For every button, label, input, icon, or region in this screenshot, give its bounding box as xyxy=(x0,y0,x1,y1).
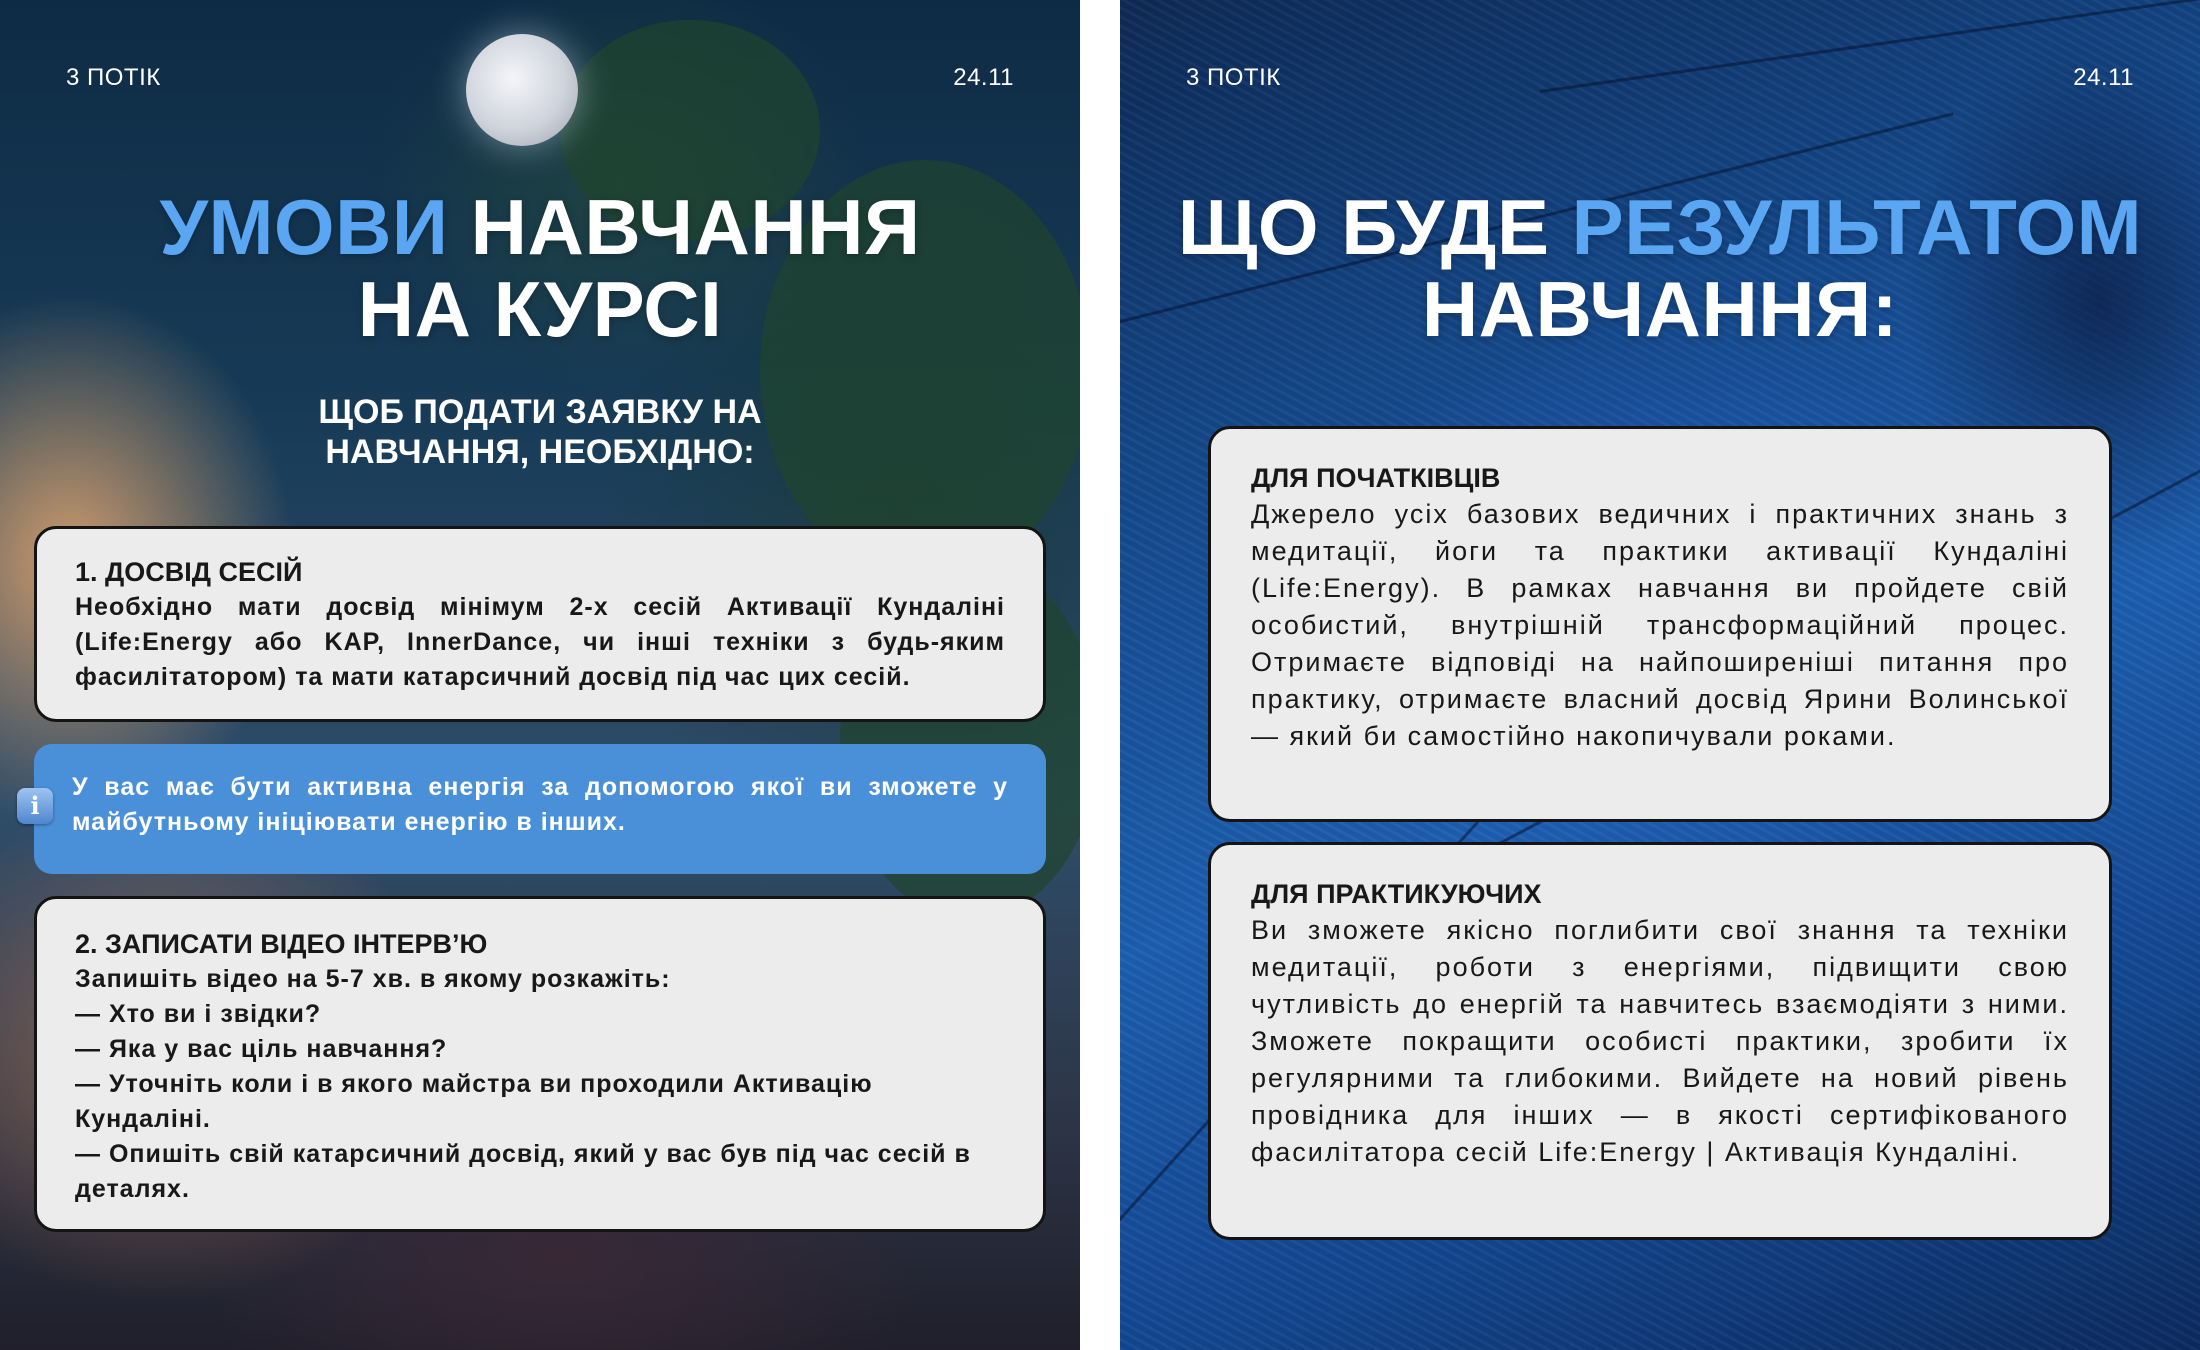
video-interview-card xyxy=(34,896,1046,1232)
practitioners-card xyxy=(1208,842,2112,1240)
date-label: 24.11 xyxy=(2073,64,2134,91)
subtitle-line2: НАВЧАННЯ, НЕОБХІДНО: xyxy=(325,433,755,471)
beginners-card xyxy=(1208,426,2112,822)
stream-label: 3 ПОТІК xyxy=(1186,64,1281,91)
card-body: Джерело усіх базових ведичних і практичних знань з медитації, йоги та практики активації Кундаліні (Life:Energy). В рамках навчання ви пройдете свій особистий, внутрішній трансформаційний процес. Отримаєте відповіді на найпоширеніші питання про практику, отримаєте власний досвід Ярини Волинської — який би самостійно накопичували роками. xyxy=(1251,499,2069,751)
card-heading: 1. ДОСВІД СЕСІЙ xyxy=(75,557,303,587)
page-title xyxy=(1120,183,2200,353)
title-line2: НА КУРСІ xyxy=(357,265,723,353)
card-heading: 2. ЗАПИСАТИ ВІДЕО ІНТЕРВ’Ю xyxy=(75,929,488,959)
list-item: — Яка у вас ціль навчання? xyxy=(75,1035,448,1063)
title-accent: УМОВИ xyxy=(159,183,449,271)
title-before: ЩО БУДЕ xyxy=(1177,183,1550,271)
title-accent: РЕЗУЛЬТАТОМ xyxy=(1571,183,2143,271)
active-energy-note xyxy=(34,744,1046,874)
slide-course-conditions xyxy=(0,0,1080,1350)
list-item: Запишіть відео на 5-7 хв. в якому розкажіть: xyxy=(75,965,671,993)
title-rest: НАВЧАННЯ xyxy=(470,183,921,271)
moon-image xyxy=(466,34,578,146)
card-body: Необхідно мати досвід мінімум 2-х сесій Активації Кундаліні (Life:Energy або KAP, InnerDance, чи інші техніки з будь-яким фасилітатором) та мати катарсичний досвід під час цих сесій. xyxy=(75,593,1005,691)
list-item: — Хто ви і звідки? xyxy=(75,1000,322,1028)
title-line2: НАВЧАННЯ: xyxy=(1421,265,1899,353)
card-heading: ДЛЯ ПРАКТИКУЮЧИХ xyxy=(1251,879,1542,909)
date-label: 24.11 xyxy=(953,64,1014,91)
session-experience-card xyxy=(34,526,1046,722)
info-icon: i xyxy=(17,788,53,824)
list-item: — Опишіть свій катарсичний досвід, який у вас був під час сесій в деталях. xyxy=(75,1140,971,1203)
page-title xyxy=(0,183,1080,353)
list-item: — Уточніть коли і в якого майстра ви проходили Активацію Кундаліні. xyxy=(75,1070,873,1133)
page-subtitle xyxy=(0,392,1080,472)
stream-label: 3 ПОТІК xyxy=(66,64,161,91)
note-body: У вас має бути активна енергія за допомогою якої ви зможете у майбутньому ініціювати енергію в інших. xyxy=(72,773,1008,836)
card-heading: ДЛЯ ПОЧАТКІВЦІВ xyxy=(1251,463,1501,493)
slide-course-results xyxy=(1120,0,2200,1350)
card-body: Ви зможете якісно поглибити свої знання та техніки медитації, роботи з енергіями, підвищити свою чутливість до енергій та навчитесь взаємодіяти з ними. Зможете покращити особисті практики, зробити їх регулярними та глибокими. Вийдете на новий рівень провідника для інших — в якості сертифікованого фасилітатора сесій Life:Energy | Активація Кундаліні. xyxy=(1251,915,2069,1167)
subtitle-line1: ЩОБ ПОДАТИ ЗАЯВКУ НА xyxy=(318,393,762,431)
